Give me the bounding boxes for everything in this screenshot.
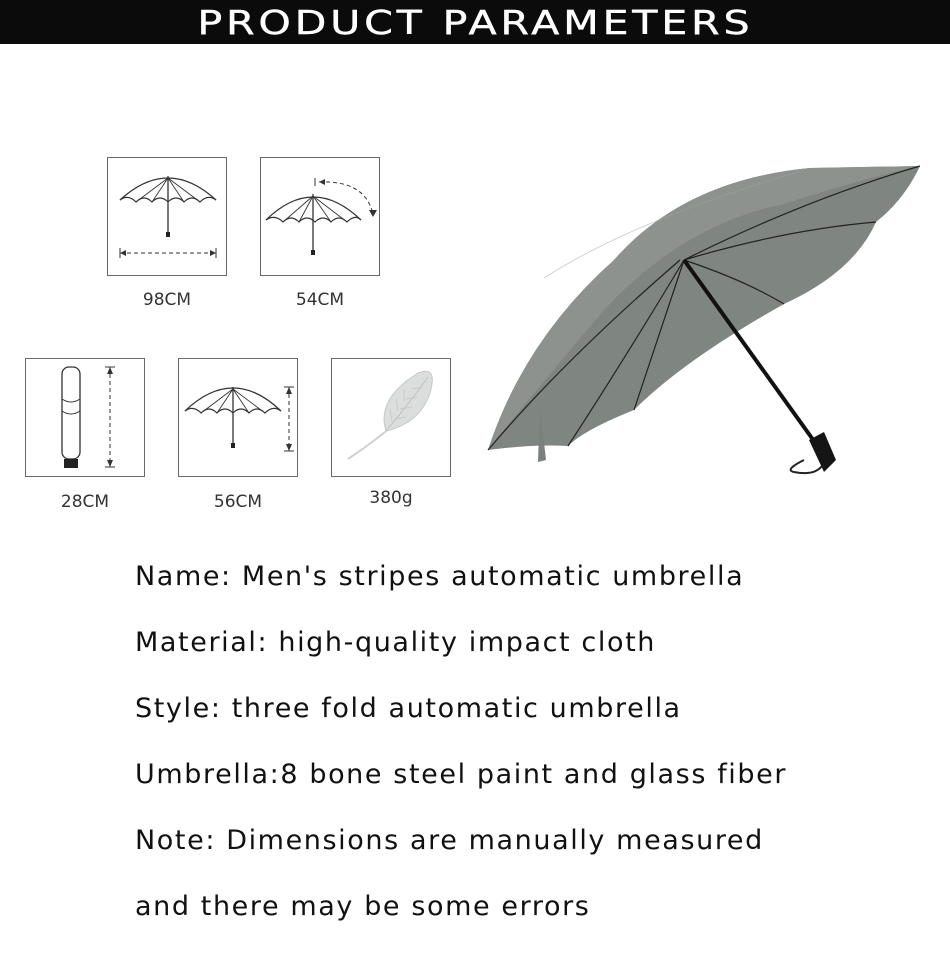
page-title: PRODUCT PARAMETERS xyxy=(196,2,753,42)
radius-diagram-card xyxy=(260,157,380,276)
open-umbrella-height-icon xyxy=(179,359,299,478)
product-specs-list xyxy=(135,555,895,951)
open-umbrella-photo xyxy=(484,160,924,480)
folded-umbrella-length-icon xyxy=(26,359,146,478)
open-umbrella-width-icon xyxy=(108,158,228,277)
spec-material: Material: high-quality impact cloth xyxy=(135,627,656,658)
folded-diagram-card xyxy=(25,358,145,477)
radius-caption: 54CM xyxy=(295,290,345,310)
spec-style: Style: three fold automatic umbrella xyxy=(135,693,682,724)
weight-diagram-card xyxy=(331,358,451,477)
height-caption: 56CM xyxy=(213,492,263,512)
width-caption: 98CM xyxy=(142,290,192,310)
spec-umbrella: Umbrella:8 bone steel paint and glass fiber xyxy=(135,759,788,790)
page-header xyxy=(0,0,950,44)
weight-caption: 380g xyxy=(369,488,413,508)
height-diagram-card xyxy=(178,358,298,477)
feather-weight-icon xyxy=(332,359,452,478)
open-umbrella-radius-icon xyxy=(261,158,381,277)
spec-note: Note: Dimensions are manually measured xyxy=(135,825,764,856)
spec-note-continued: and there may be some errors xyxy=(135,891,591,922)
spec-name: Name: Men's stripes automatic umbrella xyxy=(135,561,745,592)
width-diagram-card xyxy=(107,157,227,276)
folded-caption: 28CM xyxy=(60,492,110,512)
